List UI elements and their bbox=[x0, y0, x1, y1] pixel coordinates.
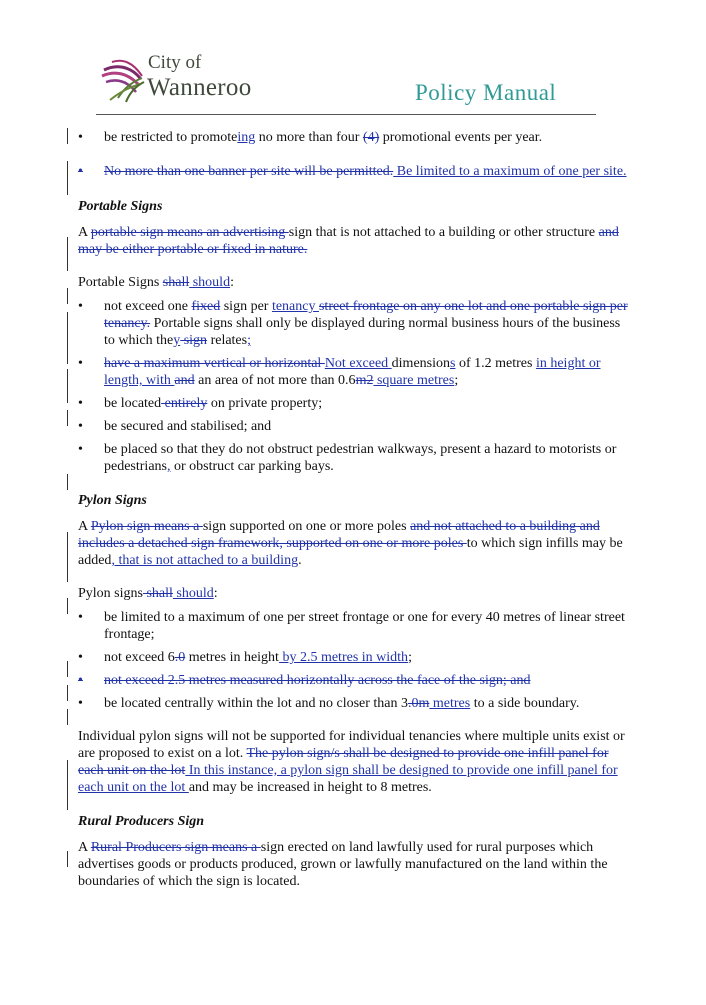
deleted-text: The pylon sign/s shall be designed to provide one infill panel for each unit on the lot bbox=[78, 746, 609, 778]
deleted-text: not exceed 2.5 metres measured horizontally across the face of the sign; and bbox=[104, 673, 531, 688]
list-intro: Pylon signs shall should: bbox=[78, 586, 218, 601]
inserted-text: should bbox=[172, 586, 214, 601]
bullet-icon: • bbox=[78, 130, 83, 145]
change-bar bbox=[67, 369, 68, 403]
inserted-text: ing bbox=[237, 130, 256, 145]
change-bar bbox=[67, 598, 68, 614]
bullet-icon: • bbox=[78, 164, 83, 179]
deleted-text: sign bbox=[180, 333, 208, 348]
list-item: • be limited to a maximum of one per street frontage or one for every 40 metres of linear street frontage; bbox=[78, 610, 625, 642]
list-item bbox=[78, 163, 633, 180]
pylon-paragraph: Individual pylon signs will not be supported for individual tenancies where multiple units exist or are proposed to exist on a lot. The pylon sign/s shall be designed to provide one infill panel for each unit on the lot In this instance, a pylon sign shall be designed to provide one infill panel for each unit on the lot and may be increased in height to 8 metres. bbox=[78, 729, 625, 795]
bullet-icon: • bbox=[78, 299, 83, 314]
inserted-text: square metres bbox=[373, 373, 455, 388]
inserted-text: in height or length, with bbox=[104, 356, 601, 388]
deleted-text: shall bbox=[142, 586, 173, 601]
section-heading: Pylon Signs bbox=[78, 493, 147, 508]
deleted-text: shall bbox=[162, 275, 190, 290]
list-item: • have a maximum vertical or horizontal Not exceed dimensions of 1.2 metres in height or length, with and an area of not more than 0.6m2 square metres; bbox=[78, 356, 601, 388]
deleted-text: street frontage on any one lot and one portable sign per tenancy. bbox=[104, 299, 628, 331]
bullet-icon: • bbox=[78, 673, 83, 688]
deleted-text: fixed bbox=[191, 299, 221, 314]
deleted-text: .0 bbox=[174, 650, 186, 665]
bullet-icon: • bbox=[78, 442, 83, 457]
change-bar bbox=[67, 661, 68, 677]
list-item bbox=[78, 672, 633, 689]
inserted-text: metres bbox=[429, 696, 471, 711]
section-heading: Portable Signs bbox=[78, 199, 163, 214]
deleted-text: (4) bbox=[362, 130, 380, 145]
change-bar bbox=[67, 288, 68, 304]
header-rule bbox=[96, 114, 596, 115]
change-bar bbox=[67, 760, 68, 810]
inserted-text: , bbox=[166, 459, 171, 474]
inserted-text: , that is not attached to a building bbox=[111, 553, 299, 568]
change-bar bbox=[67, 709, 68, 725]
list-item: • be located entirely on private property; bbox=[78, 396, 323, 411]
change-bar bbox=[67, 312, 68, 364]
inserted-text: s bbox=[450, 356, 456, 371]
change-bar bbox=[67, 128, 68, 144]
change-bar bbox=[67, 161, 68, 195]
deleted-text: m2 bbox=[355, 373, 374, 388]
inserted-text: should bbox=[189, 275, 231, 290]
bullet-icon: • bbox=[78, 419, 83, 434]
list-item: • be secured and stabilised; and bbox=[78, 419, 272, 434]
change-bar bbox=[67, 685, 68, 701]
list-item: • be restricted to promoteing no more than four (4) promotional events per year. bbox=[78, 130, 543, 145]
bullet-icon: • bbox=[78, 356, 83, 371]
bullet-icon: • bbox=[78, 396, 83, 411]
list-item: • be located centrally within the lot and no closer than 3.0m metres to a side boundary. bbox=[78, 696, 580, 711]
list-item: • not exceed 6.0 metres in height by 2.5 metres in width; bbox=[78, 650, 412, 665]
definition-paragraph: A Pylon sign means a sign supported on one or more poles and not attached to a building and includes a detached sign framework, supported on one or more poles to which sign infills may be added, that is not attached to a building. bbox=[78, 519, 623, 568]
logo-text-city-of: City of bbox=[148, 52, 202, 73]
change-bar bbox=[67, 532, 68, 582]
deleted-text: portable sign means an advertising bbox=[90, 225, 289, 240]
deleted-text: have a maximum vertical or horizontal bbox=[104, 356, 325, 371]
deleted-text: Rural Producers sign means a bbox=[90, 840, 261, 855]
change-bar bbox=[67, 237, 68, 271]
change-bar bbox=[67, 474, 68, 490]
definition-paragraph: A portable sign means an advertising sign that is not attached to a building or other structure and may be either portable or fixed in nature. bbox=[78, 225, 619, 257]
inserted-text: Be limited to a maximum of one per site. bbox=[393, 164, 627, 179]
section-heading: Rural Producers Sign bbox=[78, 814, 205, 829]
bullet-icon: • bbox=[78, 610, 83, 625]
list-intro: Portable Signs shall should: bbox=[78, 275, 234, 290]
inserted-text: ; bbox=[247, 333, 251, 348]
deleted-text: and may be either portable or fixed in nature. bbox=[78, 225, 619, 257]
change-bar bbox=[67, 851, 68, 867]
deleted-text: .0m bbox=[408, 696, 430, 711]
list-item: • not exceed one fixed sign per tenancy street frontage on any one lot and one portable sign per tenancy. Portable signs shall only be displayed during normal business hours of the business to which they sign relates; bbox=[78, 299, 628, 348]
deleted-text: entirely bbox=[161, 396, 208, 411]
inserted-text: Not exceed bbox=[324, 356, 392, 371]
document-body bbox=[78, 126, 633, 890]
deleted-text: and not attached to a building and includes a detached sign framework, supported on one or more poles bbox=[78, 519, 600, 551]
deleted-text: No more than one banner per site will be permitted. bbox=[104, 164, 394, 179]
deleted-text: Pylon sign means a bbox=[90, 519, 203, 534]
logo-text-wanneroo: Wanneroo bbox=[147, 74, 252, 101]
inserted-text: In this instance, a pylon sign shall be designed to provide one infill panel for each unit on the lot bbox=[78, 763, 618, 795]
definition-paragraph: A Rural Producers sign means a sign erected on land lawfully used for rural purposes which advertises goods or products produced, grown or lawfully manufactured on the land within the boundaries of which the sign is located. bbox=[78, 840, 608, 889]
inserted-text: tenancy bbox=[271, 299, 319, 314]
deleted-text: and bbox=[174, 373, 195, 388]
inserted-text: by 2.5 metres in width bbox=[278, 650, 409, 665]
inserted-text: y bbox=[173, 333, 181, 348]
bullet-icon: • bbox=[78, 650, 83, 665]
list-item: • be placed so that they do not obstruct pedestrian walkways, present a hazard to motorists or pedestrians, or obstruct car parking bays. bbox=[78, 442, 617, 474]
bullet-icon: • bbox=[78, 696, 83, 711]
policy-manual-title: Policy Manual bbox=[415, 80, 557, 105]
change-bar bbox=[67, 410, 68, 426]
